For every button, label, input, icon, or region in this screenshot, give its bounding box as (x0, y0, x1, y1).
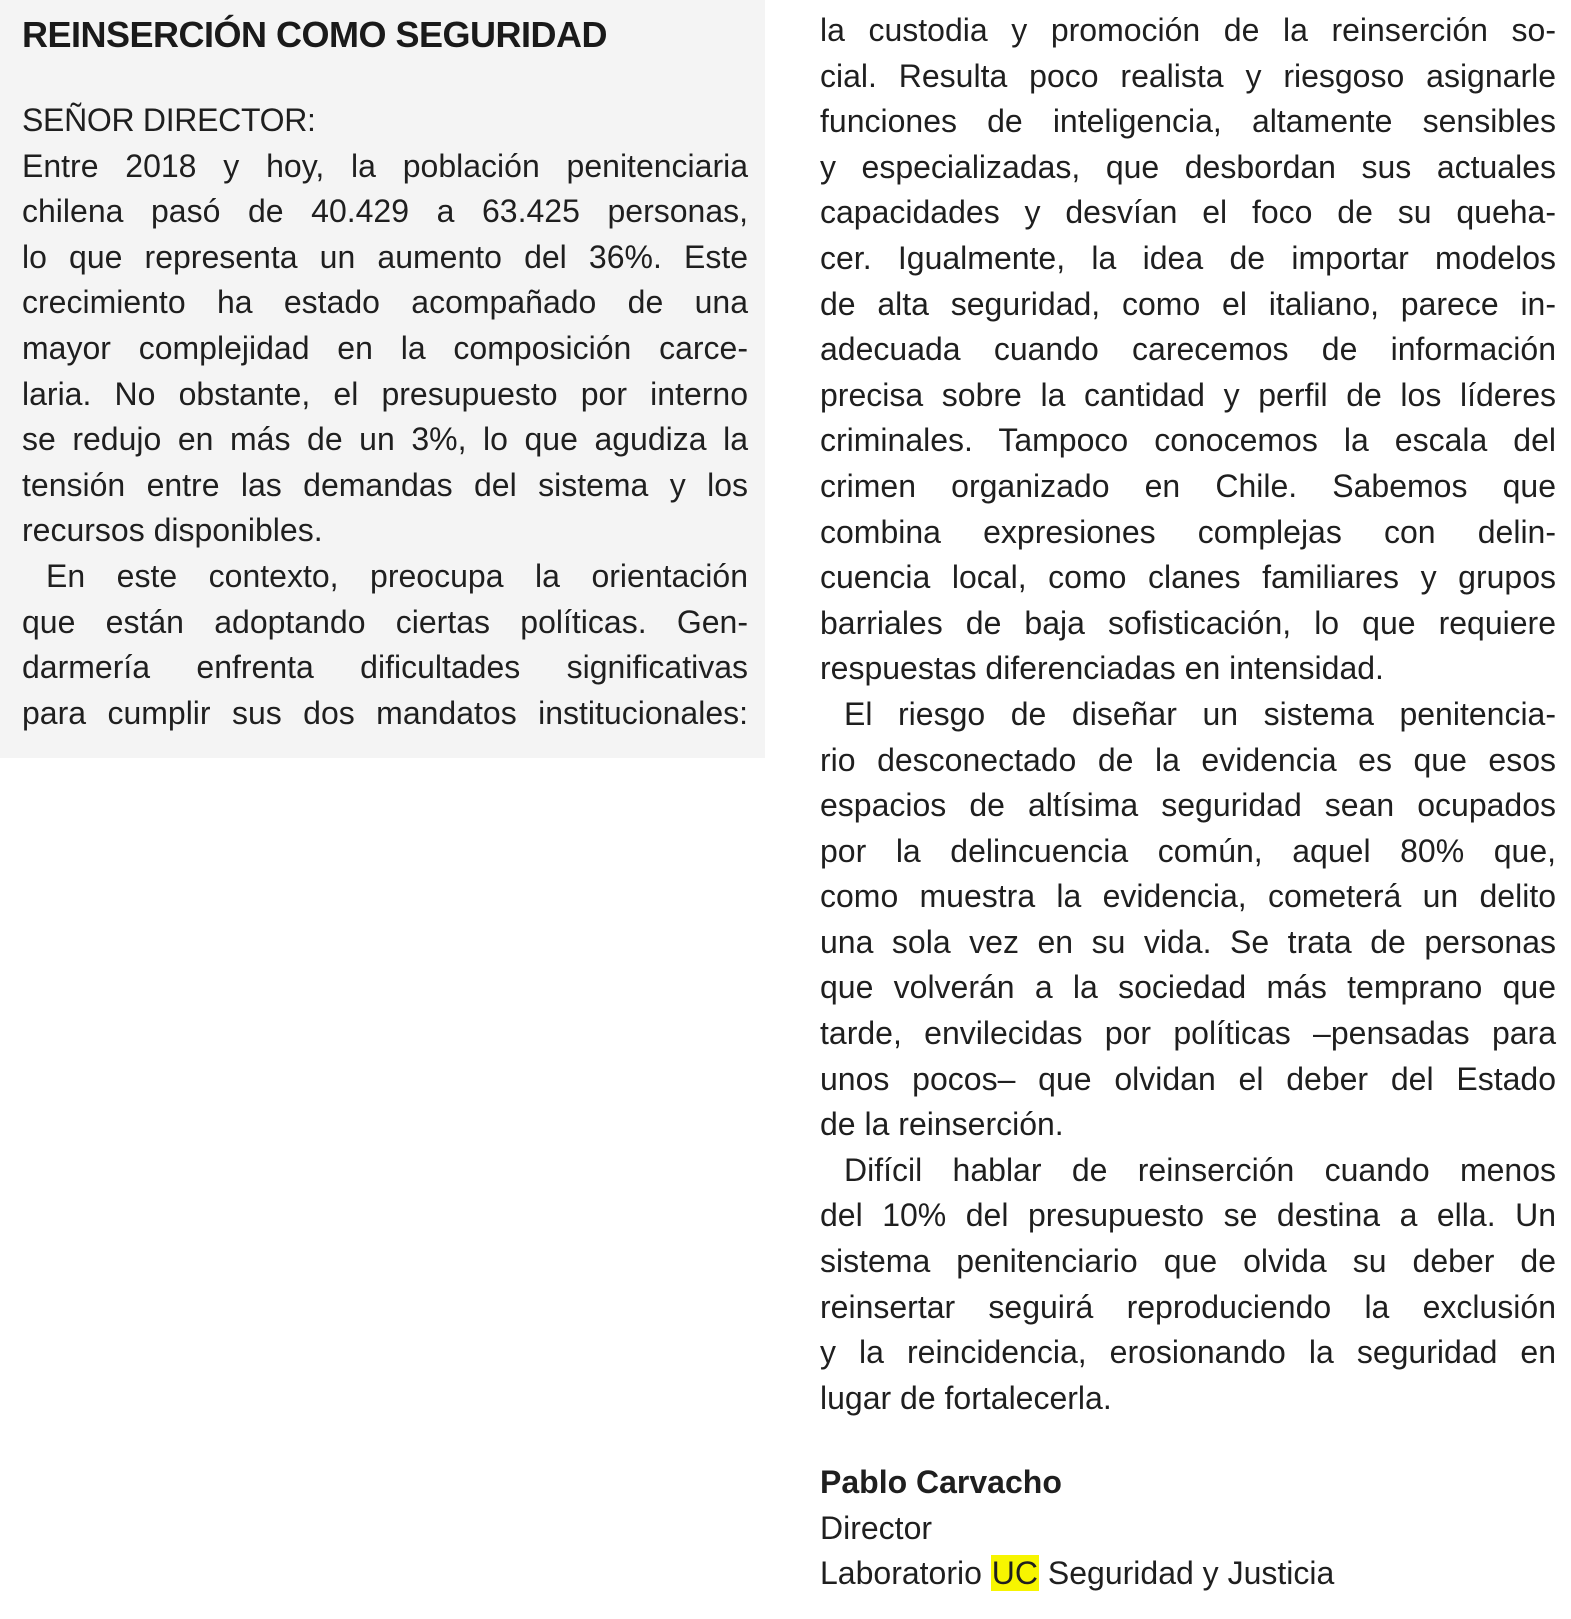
organization-suffix: Seguridad y Justicia (1047, 1555, 1335, 1592)
text-line: tensión entre las demandas del sistema y los (22, 466, 748, 503)
text-line: de alta seguridad, como el italiano, parece in- (820, 285, 1556, 322)
author-name: Pablo Carvacho (820, 1464, 1062, 1500)
right-column-body (820, 8, 1556, 1421)
text-line: recursos disponibles. (22, 512, 323, 549)
author-role: Director (820, 1509, 933, 1546)
right-column (820, 8, 1556, 1421)
text-line: respuestas diferenciadas en intensidad. (820, 650, 1384, 687)
text-line: sistema penitenciario que olvida su deber de (820, 1243, 1556, 1280)
text-line: espacios de altísima seguridad sean ocupados (820, 787, 1556, 824)
text-line: que están adoptando ciertas políticas. Gen- (22, 603, 748, 640)
headline: REINSERCIÓN COMO SEGURIDAD (22, 14, 608, 55)
text-line: Difícil hablar de reinserción cuando menos (844, 1151, 1556, 1188)
text-line: como muestra la evidencia, cometerá un delito (820, 878, 1556, 915)
text-line: se redujo en más de un 3%, lo que agudiza la (22, 421, 748, 458)
text-line: darmería enfrenta dificultades significativas (22, 649, 748, 686)
text-line: por la delincuencia común, aquel 80% que, (820, 832, 1556, 869)
text-line: precisa sobre la cantidad y perfil de los líderes (820, 376, 1556, 413)
signature-block (820, 1460, 1334, 1597)
text-line: En este contexto, preocupa la orientación (46, 557, 748, 594)
text-line: que volverán a la sociedad más temprano que (820, 969, 1556, 1006)
text-line: Entre 2018 y hoy, la población penitenciaria (22, 147, 748, 184)
text-line: criminales. Tampoco conocemos la escala del (820, 422, 1556, 459)
highlighted-text: UC (991, 1555, 1038, 1592)
author-organization (820, 1551, 1334, 1597)
text-line: una sola vez en su vida. Se trata de personas (820, 923, 1556, 960)
text-line: capacidades y desvían el foco de su queha- (820, 194, 1556, 231)
text-line: cuencia local, como clanes familiares y grupos (820, 559, 1556, 596)
text-line: de la reinserción. (820, 1106, 1064, 1143)
text-line: combina expresiones complejas con delin- (820, 513, 1556, 550)
text-line: unos pocos– que olvidan el deber del Estado (820, 1060, 1556, 1097)
text-line: tarde, envilecidas por políticas –pensadas para (820, 1015, 1556, 1052)
text-line: cer. Igualmente, la idea de importar modelos (820, 239, 1556, 276)
text-line: lugar de fortalecerla. (820, 1379, 1112, 1416)
organization-prefix: Laboratorio (820, 1555, 982, 1592)
text-line: cial. Resulta poco realista y riesgoso asignarle (820, 57, 1556, 94)
text-line: rio desconectado de la evidencia es que esos (820, 741, 1556, 778)
salutation: SEÑOR DIRECTOR: (22, 102, 316, 138)
text-line: chilena pasó de 40.429 a 63.425 personas, (22, 193, 748, 230)
text-line: barriales de baja sofisticación, lo que requiere (820, 604, 1556, 641)
text-line: la custodia y promoción de la reinserción so- (820, 12, 1556, 48)
text-line: funciones de inteligencia, altamente sensibles (820, 103, 1556, 140)
left-column (22, 98, 748, 736)
text-line: del 10% del presupuesto se destina a ella. Un (820, 1197, 1556, 1234)
text-line: para cumplir sus dos mandatos institucionales: (22, 694, 748, 731)
text-line: y especializadas, que desbordan sus actuales (820, 148, 1556, 185)
text-line: El riesgo de diseñar un sistema penitencia- (844, 695, 1556, 732)
text-line: y la reincidencia, erosionando la seguridad en (820, 1334, 1556, 1371)
left-clipping (0, 0, 765, 758)
text-line: mayor complejidad en la composición carce- (22, 329, 748, 366)
text-line: crimen organizado en Chile. Sabemos que (820, 467, 1556, 504)
text-line: reinsertar seguirá reproduciendo la exclusión (820, 1288, 1556, 1325)
left-column-body (22, 144, 748, 737)
text-line: lo que representa un aumento del 36%. Este (22, 238, 748, 275)
text-line: crecimiento ha estado acompañado de una (22, 284, 748, 321)
text-line: adecuada cuando carecemos de información (820, 331, 1556, 368)
text-line: laria. No obstante, el presupuesto por interno (22, 375, 748, 412)
